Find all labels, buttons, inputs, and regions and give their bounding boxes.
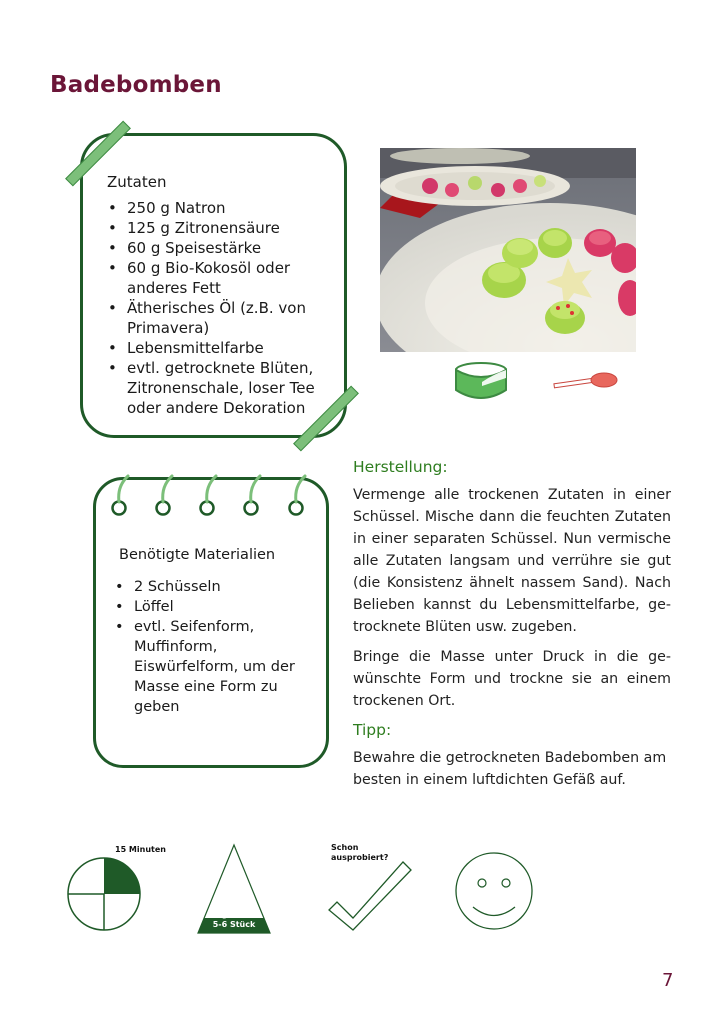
yield-line-2: 5-6 Stück	[212, 920, 256, 929]
time-fraction-wedge	[104, 858, 140, 894]
list-item: • 2 Schüsseln	[112, 577, 324, 597]
materials-heading: Benötigte Materialien	[119, 547, 276, 563]
checkmark-icon[interactable]	[326, 858, 414, 934]
materials-list	[112, 577, 324, 717]
ingredients-heading: Zutaten	[107, 173, 167, 191]
bath-bombs-photo	[380, 148, 636, 352]
list-item: • 250 g Natron	[105, 198, 345, 218]
bowl-icon	[452, 360, 510, 404]
instructions-heading: Herstellung:	[353, 458, 448, 476]
ingredients-list	[105, 198, 345, 418]
list-item: • evtl. Seifenform, Muffinform, Eiswürfelform, um der Masse eine Form zu geben	[112, 617, 324, 717]
list-item: • Lebensmittelfarbe	[105, 338, 345, 358]
clock-icon	[66, 856, 142, 932]
tried-line-2: ausprobiert?	[331, 853, 389, 862]
ingredients-card	[80, 133, 347, 438]
tip-text: Bewahre die getrockneten Badebomben am besten in einem luftdichten Gefäß auf.	[353, 750, 667, 788]
list-item: • Ätherisches Öl (z.B. von Primavera)	[105, 298, 345, 338]
spoon-icon	[552, 371, 622, 393]
instructions-section	[353, 458, 671, 791]
materials-card	[93, 477, 329, 768]
list-item: • 60 g Speisestärke	[105, 238, 345, 258]
yield-line-1: Ergibt ca.	[212, 910, 256, 919]
list-item: • evtl. getrocknete Blüten, Zitronenschale, loser Tee oder andere Dekoration	[105, 358, 345, 418]
list-item: • Löffel	[112, 597, 324, 617]
notebook-rings	[100, 472, 320, 518]
yield-label	[198, 910, 270, 930]
page-title: Badebomben	[50, 72, 222, 98]
tried-line-1: Schon	[331, 843, 359, 852]
smiley-icon[interactable]	[453, 850, 535, 932]
list-item: • 60 g Bio-Kokosöl oder anderes Fett	[105, 258, 345, 298]
time-label: 15 Minuten	[115, 845, 166, 854]
instructions-paragraph: Bringe die Masse unter Druck in die ge-wünschte Form und trockne sie an einem trockenen Ort.	[353, 649, 671, 709]
page-number: 7	[662, 970, 674, 991]
instructions-paragraph: Vermenge alle trockenen Zutaten in einer Schüssel. Mische dann die feuchten Zutaten in einer separaten Schüssel. Nun vermische alle Zutaten langsam und verrühre sie gut (die Konsistenz ähnelt nassem Sand). Nach Belieben kannst du Lebensmittelfarbe, ge-trocknete Blüten usw. zugeben.	[353, 487, 671, 635]
tip-heading: Tipp:	[353, 721, 392, 739]
list-item: • 125 g Zitronensäure	[105, 218, 345, 238]
